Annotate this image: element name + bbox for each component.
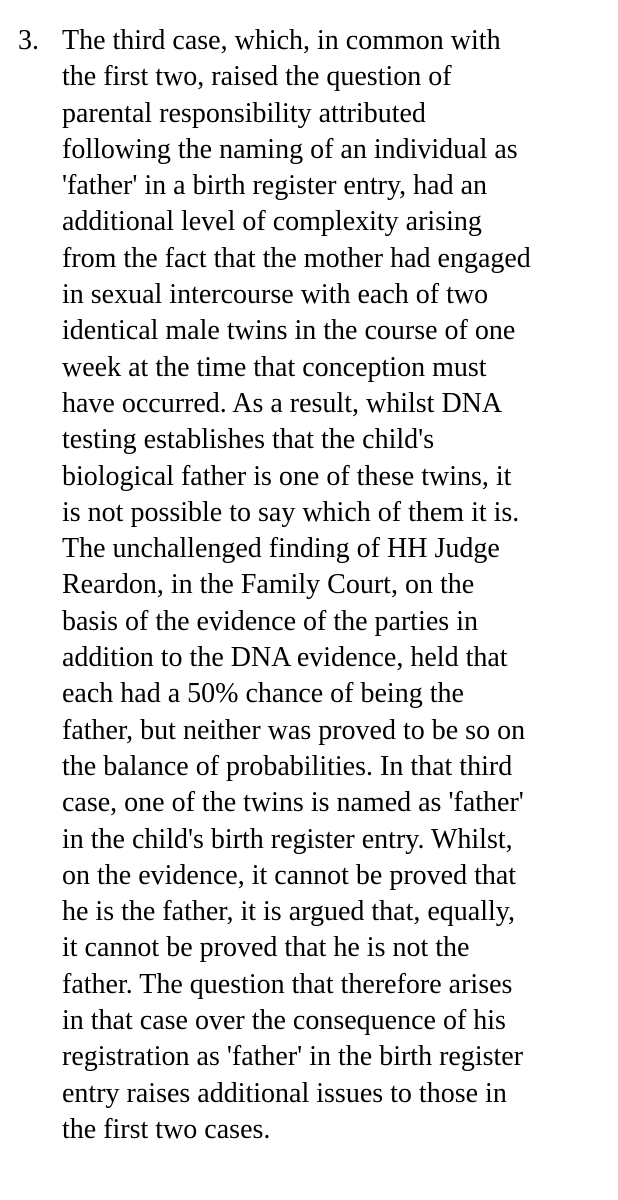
text-line: The third case, which, in common with xyxy=(62,25,501,56)
text-line: is not possible to say which of them it is. xyxy=(62,496,520,528)
text-line: father, but neither was proved to be so on xyxy=(62,714,526,746)
text-line: basis of the evidence of the parties in xyxy=(62,605,478,637)
text-line: testing establishes that the child's xyxy=(62,424,435,456)
text-line: each had a 50% chance of being the xyxy=(62,678,464,710)
text-line: case, one of the twins is named as 'father' xyxy=(62,787,524,819)
text-line: father. The question that therefore arises xyxy=(62,968,513,1000)
text-line: from the fact that the mother had engaged xyxy=(62,242,531,274)
text-line: 'father' in a birth register entry, had an xyxy=(62,170,487,202)
text-line: registration as 'father' in the birth register xyxy=(62,1041,524,1073)
text-line: it cannot be proved that he is not the xyxy=(62,932,470,964)
text-line: on the evidence, it cannot be proved that xyxy=(62,859,517,891)
text-line: additional level of complexity arising xyxy=(62,206,482,238)
paragraph-number: 3. xyxy=(18,25,39,56)
text-line: The unchallenged finding of HH Judge xyxy=(62,533,500,565)
text-line: in sexual intercourse with each of two xyxy=(62,279,489,311)
text-line: biological father is one of these twins, it xyxy=(62,460,512,492)
text-line: in the child's birth register entry. Whilst, xyxy=(62,823,513,855)
text-line: Reardon, in the Family Court, on the xyxy=(62,569,475,601)
text-line: have occurred. As a result, whilst DNA xyxy=(62,387,503,419)
text-line: he is the father, it is argued that, equally, xyxy=(62,896,515,928)
paragraph-text xyxy=(62,23,612,1148)
text-line: addition to the DNA evidence, held that xyxy=(62,642,508,674)
text-line: the balance of probabilities. In that third xyxy=(62,750,513,782)
text-line: the first two cases. xyxy=(62,1113,271,1145)
text-line: identical male twins in the course of one xyxy=(62,315,516,347)
text-line: week at the time that conception must xyxy=(62,351,487,383)
text-line: entry raises additional issues to those in xyxy=(62,1077,507,1109)
text-line: in that case over the consequence of his xyxy=(62,1005,506,1037)
text-line: parental responsibility attributed xyxy=(62,97,426,129)
text-line: the first two, raised the question of xyxy=(62,61,452,93)
text-line: following the naming of an individual as xyxy=(62,133,518,165)
